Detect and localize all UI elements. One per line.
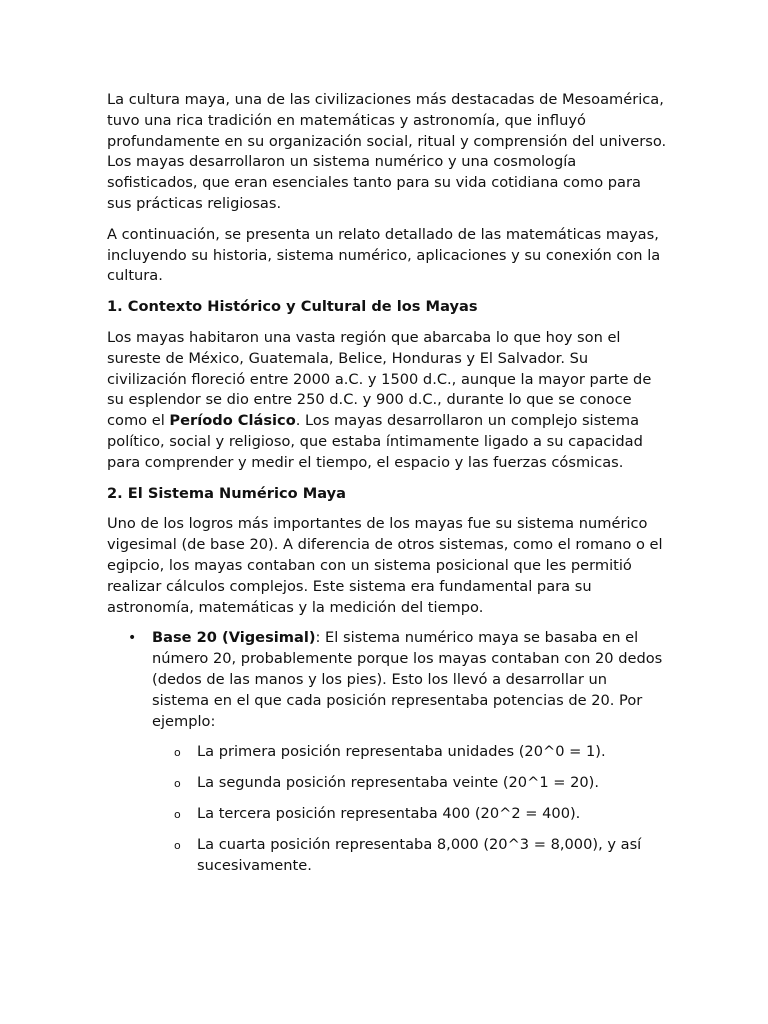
sub-item-text: La primera posición representaba unidades (20^0 = 1). (197, 743, 606, 761)
sub-item-position-2 (152, 773, 667, 794)
bullet-list (107, 628, 667, 876)
sub-item-position-3 (152, 804, 667, 825)
base-20-term: Base 20 (Vigesimal) (152, 629, 316, 647)
sub-list (152, 742, 667, 876)
periodo-clasico-term: Período Clásico (169, 412, 296, 430)
bullet-marker-icon: • (128, 630, 137, 647)
document-page (107, 90, 667, 886)
section-1-text-before: Los mayas habitaron una vasta región que abarcaba lo que hoy son el sureste de México, Guatemala, Belice, Honduras y El Salvador. Su civilización floreció entre 2000 a.C. y 1500 d.C., aunque la mayor parte de su esplendor se dio entre 250 d.C. y 900 d.C., durante lo que se conoce como el (107, 328, 652, 430)
sub-item-text: La segunda posición representaba veinte (20^1 = 20). (197, 774, 600, 792)
bullet-item-base-20 (107, 628, 667, 876)
intro-paragraph-1: La cultura maya, una de las civilizaciones más destacadas de Mesoamérica, tuvo una rica tradición en matemáticas y astronomía, que influyó profundamente en su organización social, ritual y comprensión del universo. Los mayas desarrollaron un sistema numérico y una cosmología sofisticados, que eran esenciales tanto para su vida cotidiana como para sus prácticas religiosas. (107, 91, 667, 212)
section-1-heading: 1. Contexto Histórico y Cultural de los Mayas (107, 298, 478, 316)
section-1-text-after: . Los mayas desarrollaron un complejo sistema político, social y religioso, que estaba íntimamente ligado a su capacidad para comprender y medir el tiempo, el espacio y las fuerzas cósmicas. (107, 412, 643, 471)
section-1-paragraph (107, 328, 667, 474)
sub-marker-icon: o (174, 746, 181, 760)
sub-marker-icon: o (174, 838, 181, 852)
sub-marker-icon: o (174, 807, 181, 821)
sub-item-text: La tercera posición representaba 400 (20^2 = 400). (197, 804, 581, 822)
sub-item-text: La cuarta posición representaba 8,000 (20^3 = 8,000), y así sucesivamente. (197, 835, 642, 874)
sub-item-position-4 (152, 835, 667, 877)
section-2-heading: 2. El Sistema Numérico Maya (107, 484, 346, 502)
sub-marker-icon: o (174, 777, 181, 791)
sub-item-position-1 (152, 742, 667, 763)
section-2-paragraph: Uno de los logros más importantes de los mayas fue su sistema numérico vigesimal (de base 20). A diferencia de otros sistemas, como el romano o el egipcio, los mayas contaban con un sistema posicional que les permitió realizar cálculos complejos. Este sistema era fundamental para su astronomía, matemáticas y la medición del tiempo. (107, 515, 663, 616)
intro-paragraph-2: A continuación, se presenta un relato detallado de las matemáticas mayas, incluyendo su historia, sistema numérico, aplicaciones y su conexión con la cultura. (107, 225, 661, 285)
base-20-text: : El sistema numérico maya se basaba en el número 20, probablemente porque los mayas contaban con 20 dedos (dedos de las manos y los pies). Esto los llevó a desarrollar un sistema en el que cada posición representaba potencias de 20. Por ejemplo: (152, 629, 663, 730)
